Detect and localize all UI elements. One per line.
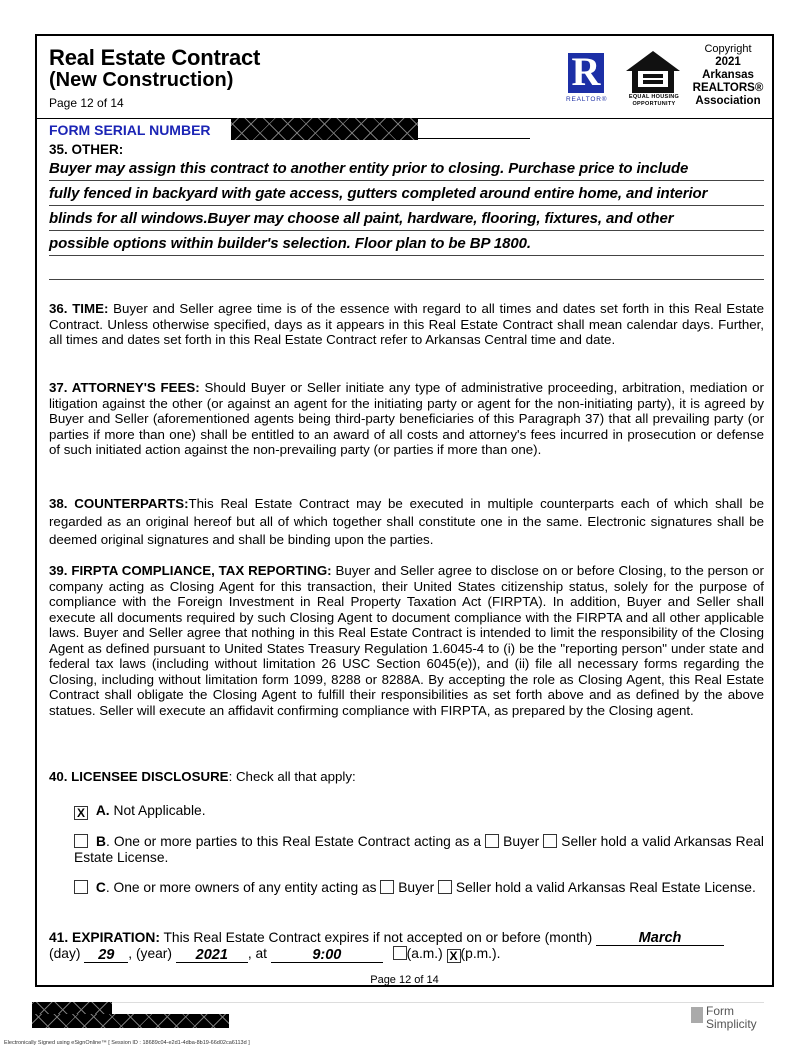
equal-housing-label: EQUAL HOUSING OPPORTUNITY: [628, 94, 680, 107]
serial-number-redaction: [231, 118, 418, 140]
expiration-month-field[interactable]: March: [596, 931, 724, 946]
copyright-block: Copyright 2021 Arkansas REALTORS® Association: [692, 43, 764, 107]
option-b-checkbox[interactable]: [74, 834, 88, 848]
option-c-seller-checkbox[interactable]: [438, 880, 452, 894]
pm-checkbox[interactable]: X: [447, 949, 461, 963]
page-header: [37, 36, 772, 119]
other-line-4[interactable]: possible options within builder's selection. Floor plan to be BP 1800.: [49, 235, 531, 252]
footer-page-number: Page 12 of 14: [370, 974, 439, 986]
section-41-expiration: 41. EXPIRATION: This Real Estate Contract expires if not accepted on or before (month) March (day) 29 , (year) 2021 , at 9:00 (a.m.) X (p.m.).: [49, 930, 764, 963]
option-c-checkbox[interactable]: [74, 880, 88, 894]
section-39-firpta: 39. FIRPTA COMPLIANCE, TAX REPORTING: Buyer and Seller agree to disclose on or before Closing, to the person or company acting as Closing Agent for this transaction, their United States citizenship status, solely for the purpose of compliance with the Foreign Investment in Real Property Taxation Act (FIRPTA). In addition, Buyer and Seller shall execute all documents required by such Closing Agent to document compliance with the FIRPTA and all other applicable laws. Buyer and Seller agree that nothing in this Real Estate Contract is intended to limit the responsibility of the Closing Agent as defined pursuant to United States Treasury Regulation 1.6045-4 to (i) be the "reporting person" under state and federal tax laws (including without limitation 26 USC Section 6045(e)), and (ii) file all necessary forms regarding the Closing, including without limitation form 1099, 8288 or 8288A. By accepting the role as Closing Agent, this Real Estate Contract shall obligate the Closing Agent to fulfill their responsibilities as set forth above and as defined by the above statues. Seller will execute an affidavit confirming compliance with FIRPTA, as prepared by the Closing agent.: [49, 563, 764, 718]
section-36-time: 36. TIME: Buyer and Seller agree time is of the essence with regard to all times and dates set forth in this Real Estate Contract. Unless otherwise specified, days as it appears in this Real Estate Contract shall mean calendar days. Further, all times and dates set forth in this Real Estate Contract refer to Arkansas Central time and date.: [49, 301, 764, 347]
header-page-number: Page 12 of 14: [49, 96, 124, 110]
realtor-logo-icon: R: [568, 53, 604, 93]
realtor-label: REALTOR®: [566, 96, 608, 103]
licensee-option-c: C. One or more owners of any entity acting as Buyer Seller hold a valid Arkansas Real Estate License.: [74, 880, 764, 896]
document-subtitle: (New Construction): [49, 69, 234, 91]
section-38-counterparts: 38. COUNTERPARTS:This Real Estate Contract may be executed in multiple counterparts each of which shall be regarded as an original hereof but all of which together shall constitute one in the same. Electronic signatures shall be deemed original signatures and shall be binding upon the parties.: [49, 496, 764, 547]
other-rule-3: [49, 230, 764, 231]
option-c-buyer-checkbox[interactable]: [380, 880, 394, 894]
section-37-attorneys-fees: 37. ATTORNEY'S FEES: Should Buyer or Seller initiate any type of administrative proceeding, arbitration, mediation or litigation against the other (or against an agent for the initiating party or agent for the non-initiating party), it is agreed by Buyer and Seller (aforementioned agents being third-party beneficiaries of this Paragraph 37) that all prevailing party (or parties if more than one) shall be entitled to an award of all costs and attorney's fees incurred in prosecution or defense of such initiated action against the non-prevailing party (or parties if more than one).: [49, 380, 764, 457]
licensee-option-b: B. One or more parties to this Real Estate Contract acting as a Buyer Seller hold a valid Arkansas Real Estate License.: [74, 834, 764, 865]
other-rule-2: [49, 205, 764, 206]
expiration-time-field[interactable]: 9:00: [271, 948, 383, 963]
option-a-checkbox[interactable]: X: [74, 806, 88, 820]
contract-page-frame: [35, 34, 774, 987]
other-rule-5: [49, 279, 764, 280]
expiration-day-field[interactable]: 29: [84, 948, 128, 963]
document-title: Real Estate Contract: [49, 45, 261, 70]
expiration-year-field[interactable]: 2021: [176, 948, 248, 963]
other-line-1[interactable]: Buyer may assign this contract to another entity prior to closing. Purchase price to include: [49, 160, 689, 177]
licensee-option-a: X A. Not Applicable.: [74, 803, 764, 820]
other-rule-1: [49, 180, 764, 181]
esign-session-notice: Electronically Signed using eSignOnline™ [ Session ID : 18689c04-e2d1-4dba-8b19-66d02ca6113d ]: [4, 1040, 250, 1046]
document-icon: [691, 1007, 703, 1023]
form-serial-number-label: FORM SERIAL NUMBER: [49, 122, 211, 138]
serial-number-line: [418, 138, 530, 139]
section-40-heading: 40. LICENSEE DISCLOSURE: Check all that apply:: [49, 769, 356, 784]
other-line-2[interactable]: fully fenced in backyard with gate access, gutters completed around entire home, and interior: [49, 185, 708, 202]
option-b-seller-checkbox[interactable]: [543, 834, 557, 848]
other-line-3[interactable]: blinds for all windows.Buyer may choose all paint, hardware, flooring, fixtures, and other: [49, 210, 674, 227]
option-b-buyer-checkbox[interactable]: [485, 834, 499, 848]
signature-redaction-bottom: [32, 1014, 229, 1028]
footer-divider: [48, 1002, 764, 1003]
section-35-label: 35. OTHER:: [49, 142, 124, 157]
other-rule-4: [49, 255, 764, 256]
am-checkbox[interactable]: [393, 946, 407, 960]
